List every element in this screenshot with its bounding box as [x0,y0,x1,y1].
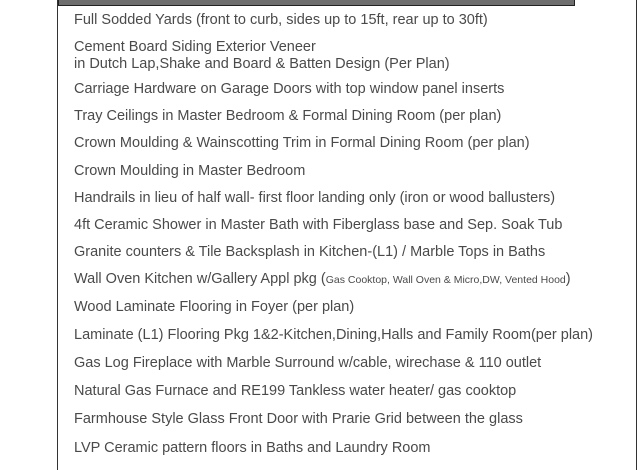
feature-item-shower [74,217,562,234]
feature-item-front-door [74,411,523,428]
feature-item-furnace [74,383,516,400]
feature-text-tail: ) [565,271,571,287]
feature-item-lvp-floors [74,440,431,457]
feature-item-tray-ceilings [74,108,501,125]
feature-text: 4ft Ceramic Shower in Master Bath with Fiberglass base and Sep. Soak Tub [74,217,563,233]
feature-item-sodded-yards [74,12,488,29]
feature-text-small: Gas Cooktop, Wall Oven & Micro,DW, Vented Hood [325,274,566,286]
feature-text: Gas Log Fireplace with Marble Surround w/cable, wirechase & 110 outlet [74,355,542,371]
feature-text: Carriage Hardware on Garage Doors with top window panel inserts [74,81,505,97]
feature-item-foyer-flooring [74,299,354,316]
feature-item-fireplace [74,355,541,372]
feature-text: Full Sodded Yards (front to curb, sides up to 15ft, rear up to 30ft) [74,12,488,28]
feature-text: LVP Ceramic pattern floors in Baths and Laundry Room [74,440,431,456]
feature-text: Laminate (L1) Flooring Pkg 1&2-Kitchen,Dining,Halls and Family Room(per plan) [74,327,594,343]
feature-text: Granite counters & Tile Backsplash in Kitchen-(L1) / Marble Tops in Baths [74,244,546,260]
feature-text: Crown Moulding in Master Bedroom [74,163,306,179]
feature-item-crown-wainscot [74,135,530,152]
feature-text: Wall Oven Kitchen w/Gallery Appl pkg ( [74,271,326,287]
feature-text-line1: Cement Board Siding Exterior Veneer [74,39,316,55]
feature-text-wrapper [74,271,571,289]
feature-text: Handrails in lieu of half wall- first floor landing only (iron or wood ballusters) [74,190,556,206]
feature-item-wall-oven [74,271,571,289]
feature-item-garage-doors [74,81,504,98]
feature-text: Natural Gas Furnace and RE199 Tankless water heater/ gas cooktop [74,383,517,399]
feature-item-handrails [74,190,555,207]
feature-text: Crown Moulding & Wainscotting Trim in Formal Dining Room (per plan) [74,135,530,151]
feature-text: Tray Ceilings in Master Bedroom & Formal Dining Room (per plan) [74,108,502,124]
feature-text-line2: in Dutch Lap,Shake and Board & Batten Design (Per Plan) [74,56,450,72]
feature-item-laminate [74,327,593,344]
header-bar [58,0,575,6]
feature-text: Wood Laminate Flooring in Foyer (per plan) [74,299,355,315]
feature-text: Farmhouse Style Glass Front Door with Prarie Grid between the glass [74,411,523,427]
feature-item-crown-master [74,163,305,180]
feature-item-siding [74,39,450,73]
feature-item-granite [74,244,545,261]
